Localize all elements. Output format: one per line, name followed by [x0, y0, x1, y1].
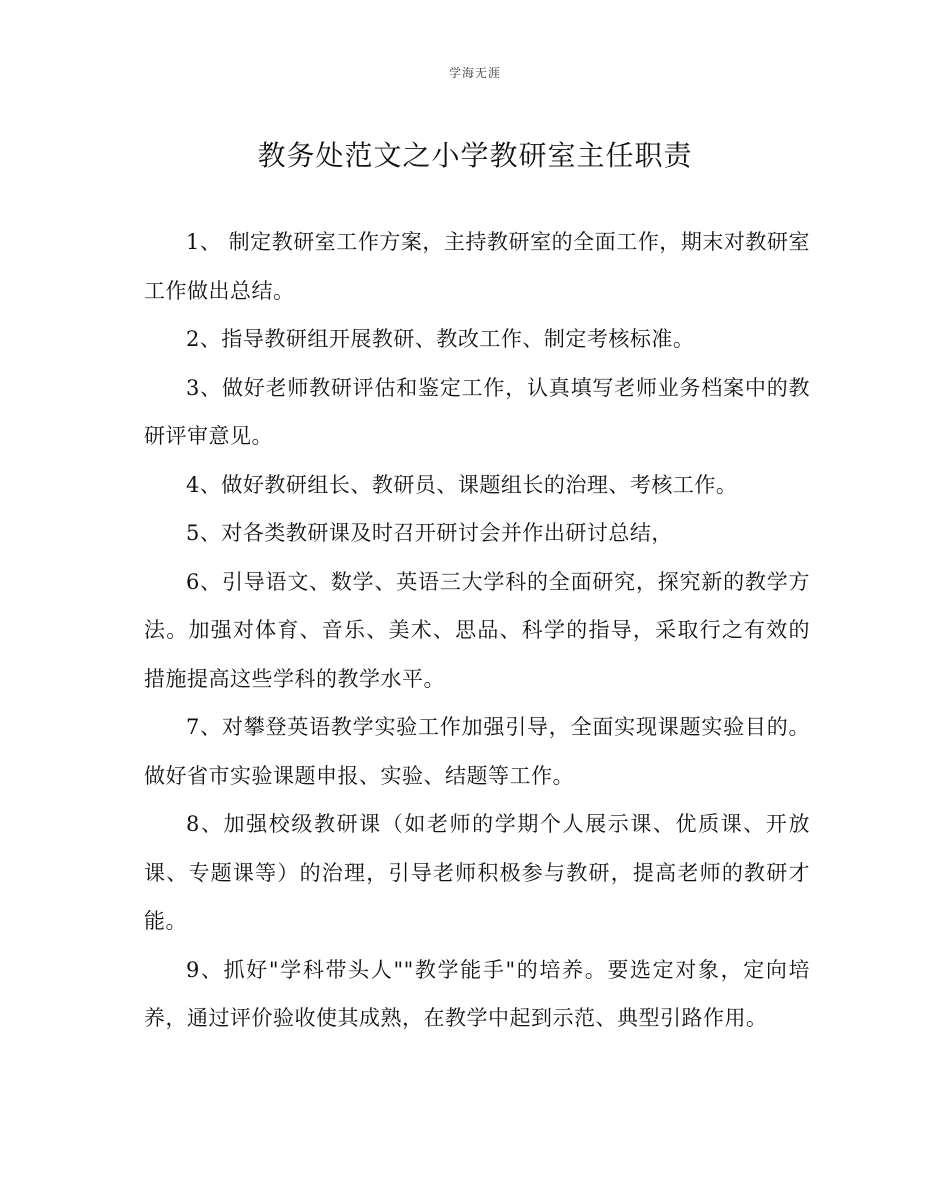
paragraph-3: 3、做好老师教研评估和鉴定工作，认真填写老师业务档案中的教研评审意见。 [144, 375, 810, 448]
paragraph-4: 4、做好教研组长、教研员、课题组长的治理、考核工作。 [186, 472, 738, 497]
document-body [144, 218, 810, 1043]
document-title: 教务处范文之小学教研室主任职责 [257, 139, 693, 172]
paragraph-2: 2、指导教研组开展教研、教改工作、制定考核标准。 [186, 327, 695, 351]
paragraph-8: 8、加强校级教研课（如老师的学期个人展示课、优质课、开放课、专题课等）的治理，引导老师积极参与教研，提高老师的教研才能。 [144, 812, 810, 933]
paragraph-5: 5、对各类教研课及时召开研讨会并作出研讨总结， [186, 521, 673, 545]
paragraph-9: 9、抓好"学科带头人""教学能手"的培养。要选定对象，定向培养，通过评价验收使其成熟，在教学中起到示范、典型引路作用。 [144, 957, 810, 1030]
paragraph-7: 7、对攀登英语教学实验工作加强引导，全面实现课题实验目的。做好省市实验课题申报、实验、结题等工作。 [144, 715, 810, 788]
paragraph-6: 6、引导语文、数学、英语三大学科的全面研究，探究新的教学方法。加强对体育、音乐、美术、思品、科学的指导，采取行之有效的措施提高这些学科的教学水平。 [144, 569, 810, 691]
page-header: 学海无涯 [448, 66, 501, 80]
paragraph-1: 1、 制定教研室工作方案，主持教研室的全面工作，期末对教研室工作做出总结。 [144, 230, 810, 303]
